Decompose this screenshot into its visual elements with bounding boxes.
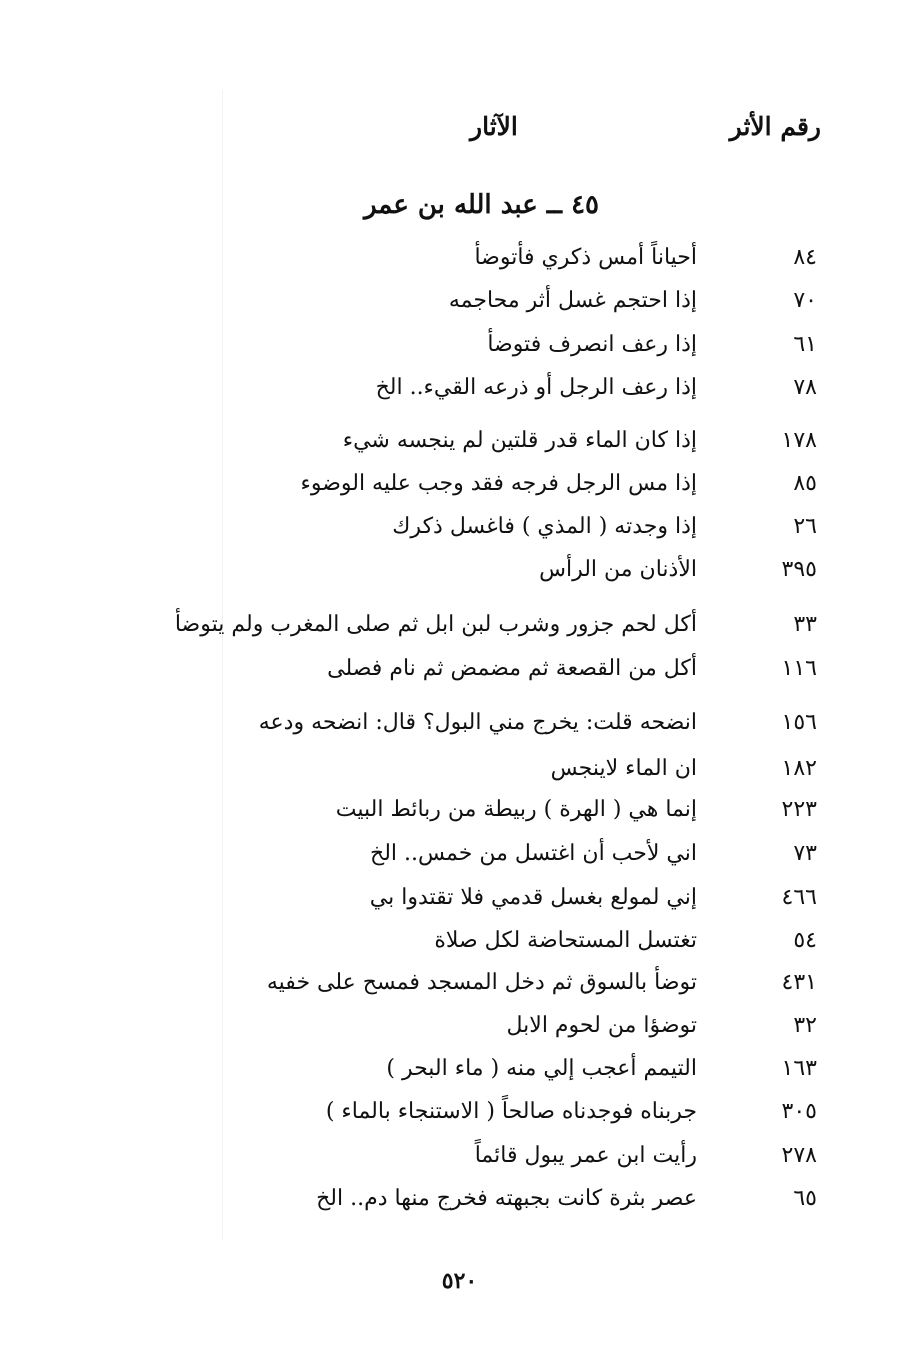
- list-item: [0, 963, 919, 1003]
- list-item: [0, 878, 919, 918]
- entry-text: توضأ بالسوق ثم دخل المسجد فمسح على خفيه: [266, 970, 697, 995]
- entry-text: إني لمولع بغسل قدمي فلا تقتدوا بي: [369, 885, 697, 910]
- entry-text: إذا مس الرجل فرجه فقد وجب عليه الوضوء: [300, 471, 697, 496]
- list-item: [0, 1092, 919, 1132]
- entry-text: إذا رعف انصرف فتوضأ: [487, 332, 697, 357]
- entry-text: إذا احتجم غسل أثر محاجمه: [448, 288, 697, 313]
- list-item: [0, 605, 919, 645]
- entry-number: ٦٥: [793, 1186, 817, 1211]
- list-item: [0, 281, 919, 321]
- entry-number: ١٧٨: [781, 428, 817, 453]
- entry-number: ٧٣: [793, 841, 817, 866]
- entry-text: الأذنان من الرأس: [539, 557, 697, 582]
- entry-text: أكل لحم جزور وشرب لبن ابل ثم صلى المغرب ولم يتوضأ: [174, 612, 697, 637]
- list-item: [0, 649, 919, 689]
- entry-number: ١١٦: [781, 656, 817, 681]
- entry-number: ٧٠: [793, 288, 817, 313]
- entry-number: ٣٣: [793, 612, 817, 637]
- list-item: [0, 1136, 919, 1176]
- entry-number: ٣٩٥: [781, 557, 817, 582]
- entry-number: ٣٢: [793, 1013, 817, 1038]
- list-item: [0, 325, 919, 365]
- list-item: [0, 464, 919, 504]
- entry-number: ٢٢٣: [781, 797, 817, 822]
- list-item: [0, 421, 919, 461]
- entry-number: ١٥٦: [781, 710, 817, 735]
- list-item: [0, 368, 919, 408]
- entry-number: ٥٤: [793, 928, 817, 953]
- entry-number: ١٨٢: [781, 756, 817, 781]
- page-number: ٥٢٠: [441, 1268, 478, 1294]
- list-item: [0, 550, 919, 590]
- column-header-number: رقم الأثر: [729, 112, 821, 141]
- column-header-text: الآثار: [470, 112, 518, 141]
- entry-text: تغتسل المستحاضة لكل صلاة: [434, 928, 697, 953]
- entry-text: رأيت ابن عمر يبول قائماً: [474, 1143, 697, 1168]
- list-item: [0, 507, 919, 547]
- entry-text: عصر بثرة كانت بجبهته فخرج منها دم.. الخ: [316, 1186, 697, 1211]
- list-item: [0, 834, 919, 874]
- entry-text: توضؤا من لحوم الابل: [506, 1013, 697, 1038]
- entry-text: ان الماء لاينجس: [550, 756, 697, 781]
- entry-text: إذا وجدته ( المذي ) فاغسل ذكرك: [392, 514, 697, 539]
- entry-number: ٦١: [793, 332, 817, 357]
- list-item: [0, 703, 919, 743]
- list-item: [0, 1006, 919, 1046]
- entry-text: إذا كان الماء قدر قلتين لم ينجسه شيء: [342, 428, 697, 453]
- entry-number: ٨٥: [793, 471, 817, 496]
- entry-number: ٨٤: [793, 245, 817, 270]
- entry-text: انضحه قلت: يخرج مني البول؟ قال: انضحه ودعه: [258, 710, 697, 735]
- entry-text: أكل من القصعة ثم مضمض ثم نام فصلى: [327, 656, 697, 681]
- entry-number: ١٦٣: [781, 1056, 817, 1081]
- entry-text: التيمم أعجب إلي منه ( ماء البحر ): [386, 1056, 697, 1081]
- entry-number: ٤٣١: [781, 970, 817, 995]
- entry-text: إنما هي ( الهرة ) ربيطة من ربائط البيت: [335, 797, 697, 822]
- entry-number: ٢٦: [793, 514, 817, 539]
- entry-text: إذا رعف الرجل أو ذرعه القيء.. الخ: [375, 375, 697, 400]
- entry-text: جربناه فوجدناه صالحاً ( الاستنجاء بالماء ): [325, 1099, 697, 1124]
- list-item: [0, 921, 919, 961]
- list-item: [0, 749, 919, 789]
- list-item: [0, 1179, 919, 1219]
- list-item: [0, 790, 919, 830]
- entry-number: ٣٠٥: [781, 1099, 817, 1124]
- section-title: ٤٥ ــ عبد الله بن عمر: [363, 190, 599, 220]
- entry-number: ٢٧٨: [781, 1143, 817, 1168]
- entry-number: ٤٦٦: [781, 885, 817, 910]
- list-item: [0, 238, 919, 278]
- entry-number: ٧٨: [793, 375, 817, 400]
- list-item: [0, 1049, 919, 1089]
- entry-text: أحياناً أمس ذكري فأتوضأ: [474, 245, 697, 270]
- entry-text: اني لأحب أن اغتسل من خمس.. الخ: [370, 841, 697, 866]
